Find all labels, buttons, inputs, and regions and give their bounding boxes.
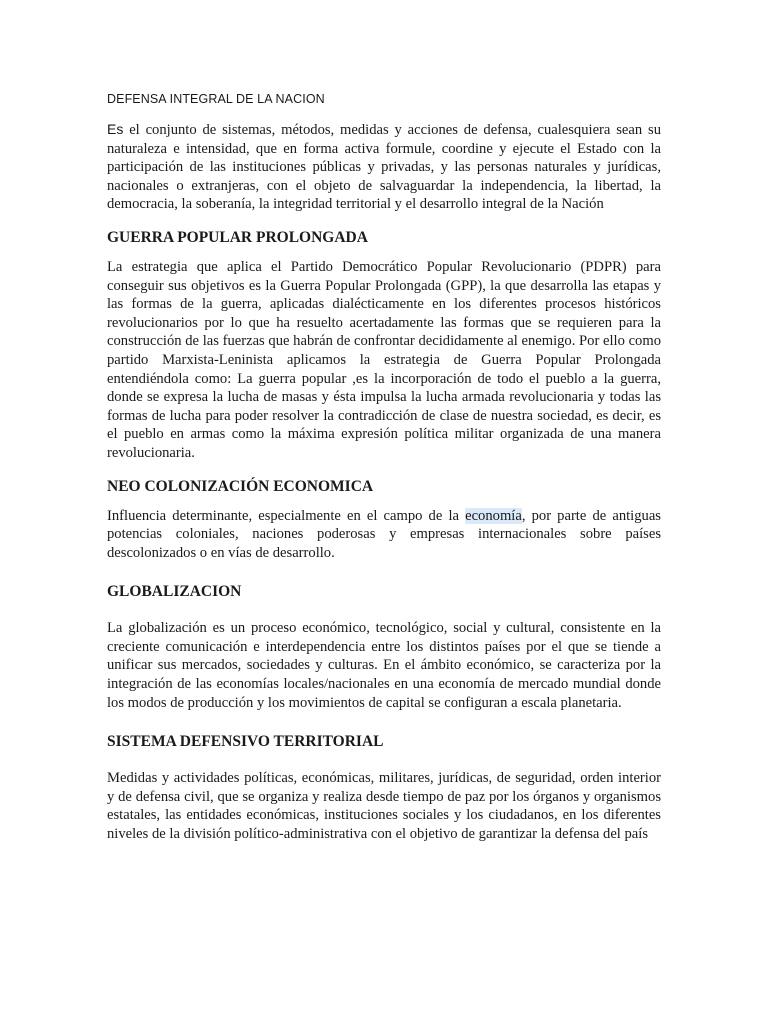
intro-paragraph [107, 120, 661, 214]
heading-guerra-popular-prolongada: GUERRA POPULAR PROLONGADA [107, 228, 368, 246]
highlighted-word[interactable]: economía [465, 507, 522, 524]
paragraph-globalizacion: La globalización es un proceso económico, tecnológico, social y cultural, consistente en la creciente comunicación e interdependencia entre los distintos países por el que se tiende a unificar sus mercados, sociedades y culturas. En el ámbito económico, se caracteriza por la integración de las economías locales/nacionales en una economía de mercado mundial donde los modos de producción y los movimientos de capital se configuran a escala planetaria. [107, 620, 661, 711]
paragraph-neo-colonizacion-economica [107, 507, 661, 563]
paragraph-guerra-popular-prolongada: La estrategia que aplica el Partido Democrático Popular Revolucionario (PDPR) para conseguir sus objetivos es la Guerra Popular Prolongada (GPP), la que desarrolla las etapas y las formas de la guerra, aplicadas dialécticamente en los diferentes procesos históricos revolucionarios por lo que ha resuelto acertadamente las formas que se requieren para la construcción de las fuerzas que habrán de confrontar decididamente al enemigo. Por ello como partido Marxista-Leninista aplicamos la estrategia de Guerra Popular Prolongada entendiéndola como: La guerra popular ,es la incorporación de todo el pueblo a la guerra, donde se expresa la lucha de masas y ésta impulsa la lucha armada revolucionaria y todas las formas de lucha para poder resolver la contradicción de clase de nuestra sociedad, es decir, es el pueblo en armas como la máxima expresión política militar organizada de una manera revolucionaria. [107, 258, 661, 461]
intro-text: el conjunto de sistemas, métodos, medidas y acciones de defensa, cualesquiera sean su naturaleza e intensidad, que en forma activa formule, coordine y ejecute el Estado con la participación de las instituciones públicas y privadas, y las personas naturales y jurídicas, nacionales o extranjeras, con el objeto de salvaguardar la independencia, la libertad, la democracia, la soberanía, la integridad territorial y el desarrollo integral de la Nación [107, 122, 661, 213]
document-page [107, 92, 661, 844]
heading-globalizacion: GLOBALIZACION [107, 583, 242, 601]
paragraph-sistema-defensivo-territorial: Medidas y actividades políticas, económicas, militares, jurídicas, de seguridad, orden interior y de defensa civil, que se organiza y realiza desde tiempo de paz por los órganos y organismos estatales, las entidades económicas, instituciones sociales y los ciudadanos, en los diferentes niveles de la división político-administrativa con el objetivo de garantizar la defensa del país [107, 770, 661, 843]
heading-sistema-defensivo-territorial: SISTEMA DEFENSIVO TERRITORIAL [107, 733, 384, 751]
neo-colonizacion-text-after: , por parte de antiguas potencias coloniales, naciones poderosas y empresas internacionales sobre países descolonizados o en vías de desarrollo. [107, 507, 661, 561]
intro-first-word: Es [107, 121, 124, 137]
heading-neo-colonizacion-economica: NEO COLONIZACIÓN ECONOMICA [107, 477, 374, 495]
neo-colonizacion-text-before: Influencia determinante, especialmente en el campo de la [107, 507, 466, 524]
document-title: DEFENSA INTEGRAL DE LA NACION [107, 92, 325, 106]
